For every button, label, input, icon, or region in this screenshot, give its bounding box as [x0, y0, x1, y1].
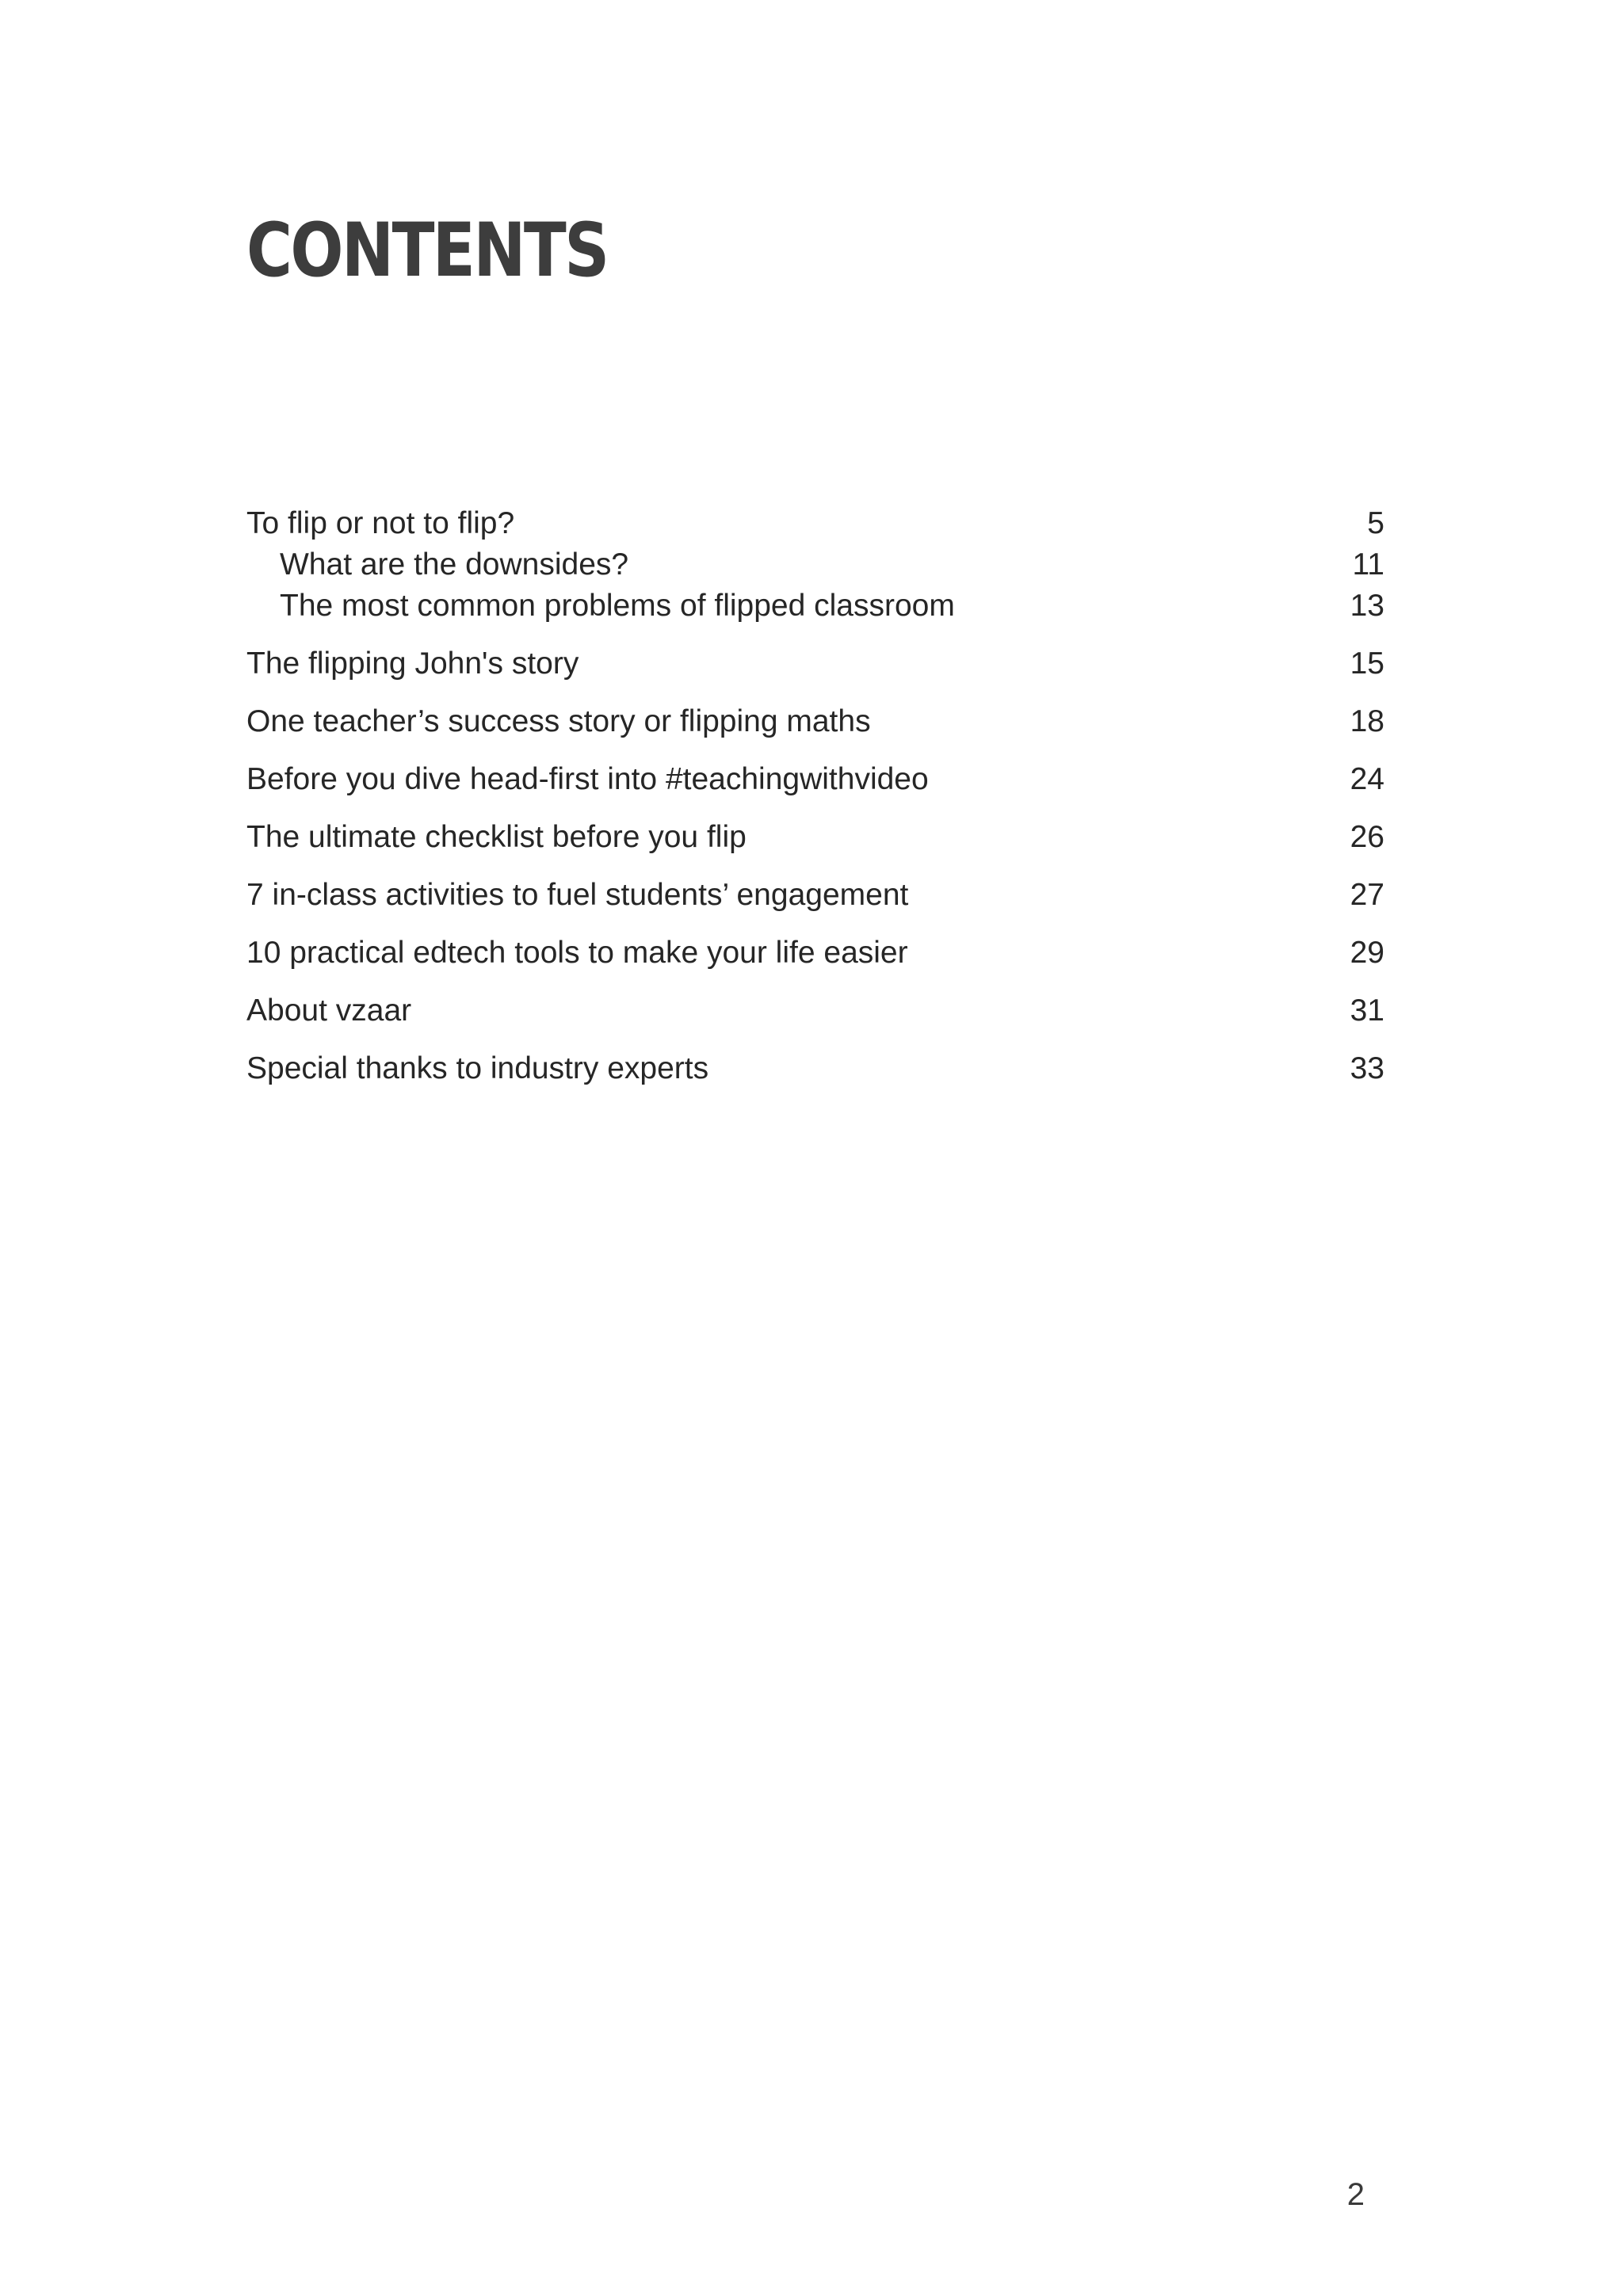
toc-entry-page: 29: [1350, 936, 1384, 970]
toc-entry-title: What are the downsides?: [280, 547, 629, 582]
toc-subentry[interactable]: [246, 544, 1384, 585]
toc-entry-page: 15: [1350, 646, 1384, 681]
toc-entry-title: About vzaar: [246, 994, 412, 1028]
toc-entry-title: The most common problems of flipped classroom: [280, 589, 955, 623]
toc-entry-title: Special thanks to industry experts: [246, 1051, 709, 1085]
toc-entry-title: To flip or not to flip?: [246, 506, 515, 540]
toc-entry-page: 11: [1352, 547, 1384, 582]
toc-entry-title: 7 in-class activities to fuel students’ engagement: [246, 878, 909, 912]
toc-entry[interactable]: [246, 701, 1384, 742]
toc-entry-page: 5: [1367, 506, 1384, 540]
toc-entry[interactable]: [246, 817, 1384, 858]
toc-entry-page: 24: [1350, 762, 1384, 796]
toc-entry-title: The flipping John's story: [246, 646, 579, 681]
table-of-contents: [246, 503, 1384, 1089]
toc-entry-title: One teacher’s success story or flipping maths: [246, 704, 871, 738]
toc-entry[interactable]: [246, 643, 1384, 685]
toc-entry-page: 26: [1350, 820, 1384, 854]
toc-subentry[interactable]: [246, 585, 1384, 627]
page-title: CONTENTS: [246, 208, 608, 294]
toc-entry-title: The ultimate checklist before you flip: [246, 820, 747, 854]
toc-entry-title: Before you dive head-first into #teachingwithvideo: [246, 762, 929, 796]
toc-entry[interactable]: [246, 759, 1384, 800]
toc-entry[interactable]: [246, 1048, 1384, 1089]
toc-entry-page: 18: [1350, 704, 1384, 738]
toc-entry-page: 27: [1350, 878, 1384, 912]
toc-entry-page: 33: [1350, 1051, 1384, 1085]
toc-entry[interactable]: [246, 933, 1384, 974]
toc-entry[interactable]: [246, 875, 1384, 916]
toc-entry-title: 10 practical edtech tools to make your life easier: [246, 936, 908, 970]
page-number: 2: [1346, 2177, 1365, 2212]
toc-entry-page: 13: [1350, 589, 1384, 623]
toc-entry-page: 31: [1350, 994, 1384, 1028]
toc-entry[interactable]: [246, 990, 1384, 1032]
toc-entry[interactable]: [246, 503, 1384, 544]
